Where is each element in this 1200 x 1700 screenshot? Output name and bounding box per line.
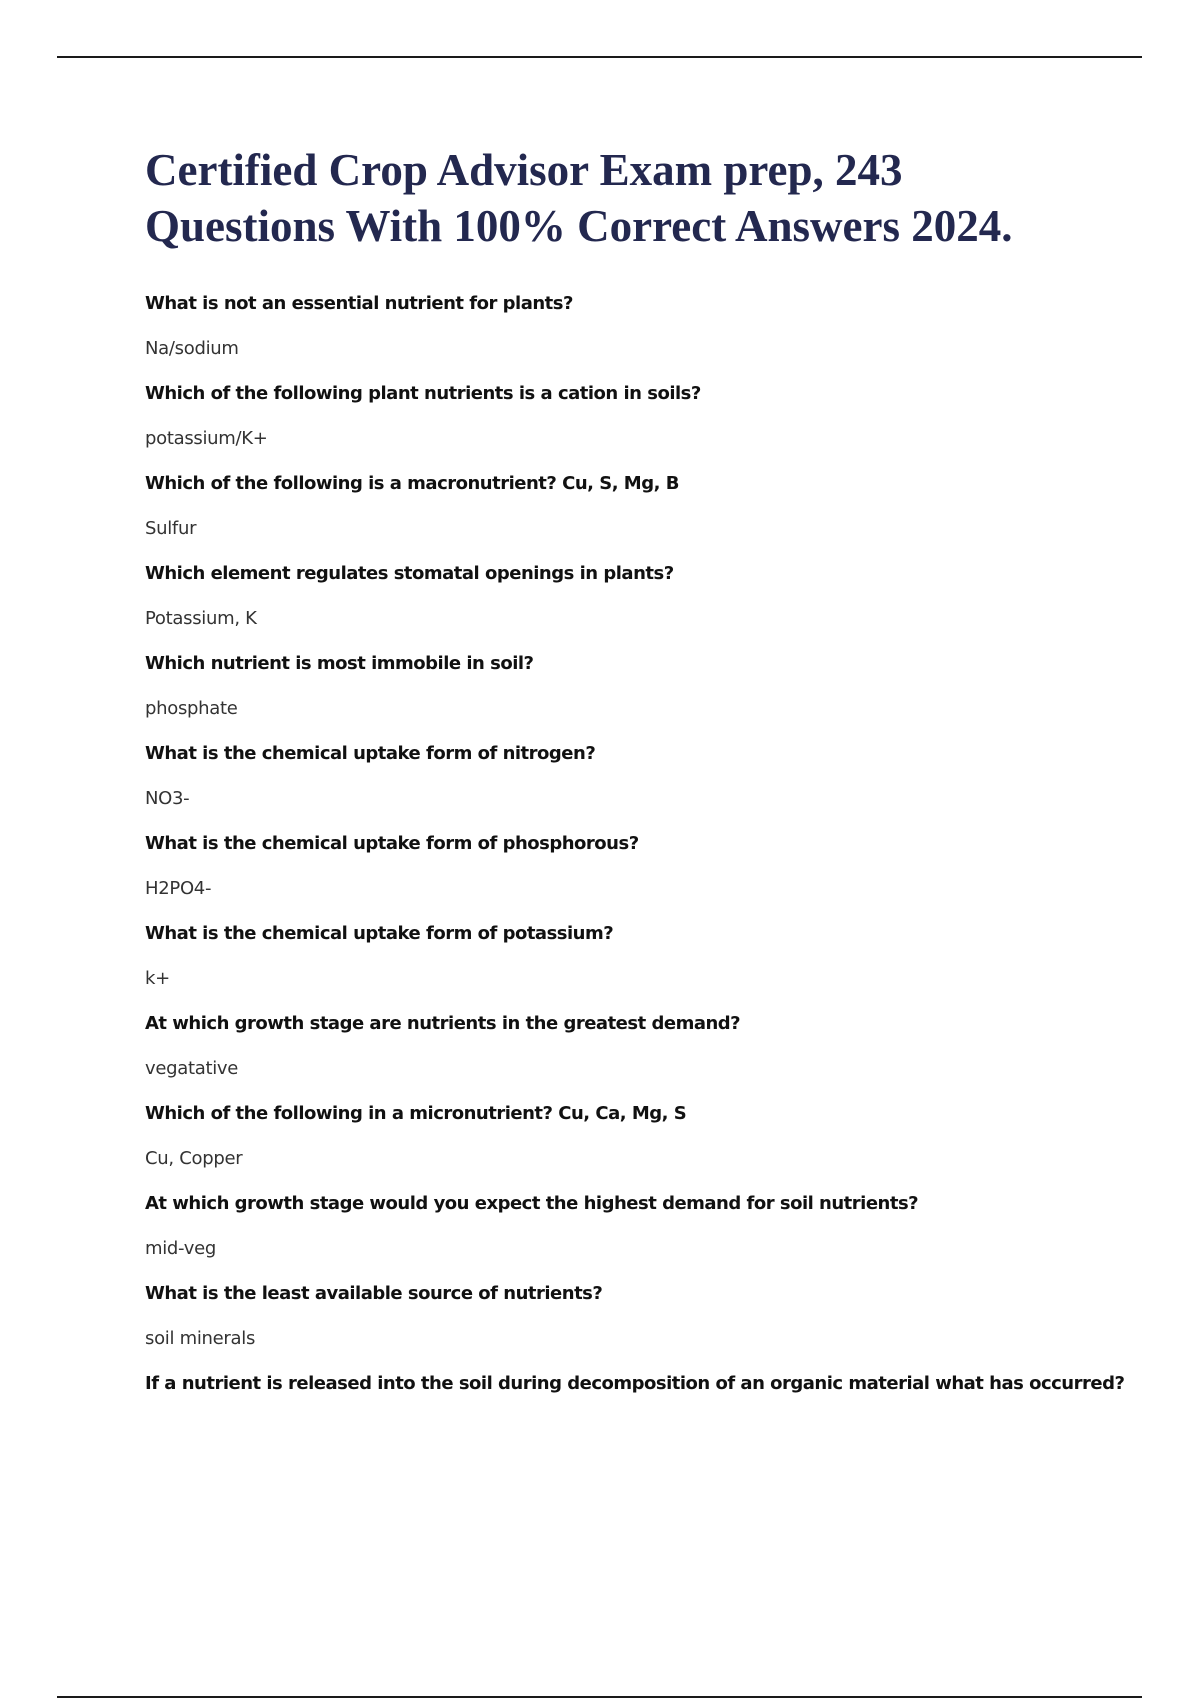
document-body xyxy=(145,142,1135,1417)
answer-text: Potassium, K xyxy=(145,608,257,629)
qa-item xyxy=(145,562,1135,631)
title-line-2: Questions With 100% Correct Answers 2024. xyxy=(145,201,1013,251)
question-text: What is the least available source of nutrients? xyxy=(145,1283,603,1304)
question-text: At which growth stage would you expect the highest demand for soil nutrients? xyxy=(145,1193,919,1214)
answer-text: phosphate xyxy=(145,698,238,719)
question-text: Which of the following plant nutrients is a cation in soils? xyxy=(145,383,701,404)
qa-item xyxy=(145,1012,1135,1081)
question-text: What is the chemical uptake form of nitrogen? xyxy=(145,743,596,764)
answer-text: soil minerals xyxy=(145,1328,256,1349)
qa-item xyxy=(145,1102,1135,1171)
qa-item xyxy=(145,742,1135,811)
qa-item xyxy=(145,472,1135,541)
question-text: Which nutrient is most immobile in soil? xyxy=(145,653,534,674)
answer-text: vegatative xyxy=(145,1058,239,1079)
qa-item xyxy=(145,1372,1135,1396)
answer-text: Na/sodium xyxy=(145,338,239,359)
question-text: Which of the following is a macronutrient? Cu, S, Mg, B xyxy=(145,473,679,494)
question-text: What is not an essential nutrient for plants? xyxy=(145,293,573,314)
qa-item xyxy=(145,382,1135,451)
answer-text: Sulfur xyxy=(145,518,197,539)
qa-list xyxy=(145,292,1135,1396)
qa-item xyxy=(145,292,1135,361)
answer-text: mid-veg xyxy=(145,1238,217,1259)
answer-text: potassium/K+ xyxy=(145,428,268,449)
answer-text: Cu, Copper xyxy=(145,1148,243,1169)
question-text: Which element regulates stomatal openings in plants? xyxy=(145,563,674,584)
qa-item xyxy=(145,1192,1135,1261)
question-text: At which growth stage are nutrients in the greatest demand? xyxy=(145,1013,741,1034)
qa-item xyxy=(145,652,1135,721)
question-text: Which of the following in a micronutrient? Cu, Ca, Mg, S xyxy=(145,1103,687,1124)
answer-text: H2PO4- xyxy=(145,878,212,899)
answer-text: NO3- xyxy=(145,788,190,809)
qa-item xyxy=(145,922,1135,991)
answer-text: k+ xyxy=(145,968,170,989)
header-rule xyxy=(57,56,1142,58)
document-title xyxy=(145,142,1135,254)
footer-rule xyxy=(57,1696,1142,1698)
question-text: What is the chemical uptake form of potassium? xyxy=(145,923,614,944)
title-line-1: Certified Crop Advisor Exam prep, 243 xyxy=(145,145,903,195)
qa-item xyxy=(145,1282,1135,1351)
question-text: If a nutrient is released into the soil during decomposition of an organic material what has occurred? xyxy=(145,1373,1125,1394)
qa-item xyxy=(145,832,1135,901)
question-text: What is the chemical uptake form of phosphorous? xyxy=(145,833,639,854)
